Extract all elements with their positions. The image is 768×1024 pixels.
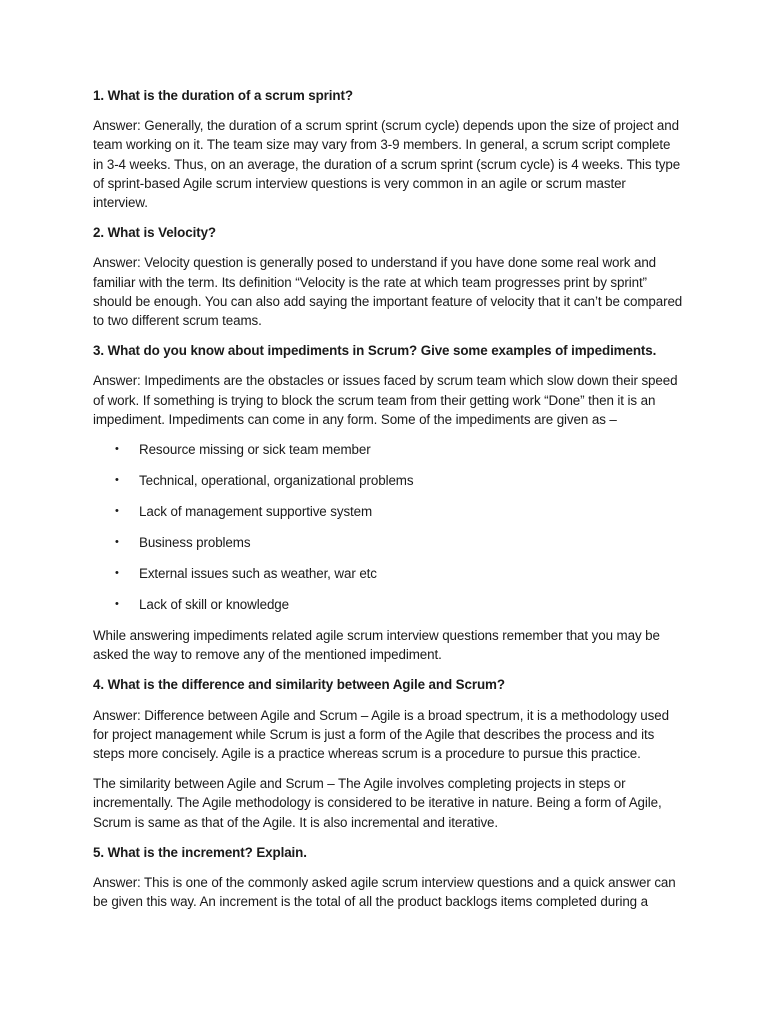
list-item-text: Lack of skill or knowledge	[139, 597, 289, 613]
answer-paragraph: Answer: Generally, the duration of a scrum sprint (scrum cycle) depends upon the size of project and team working on it. The team size may vary from 3-9 members. In general, a scrum script complete in 3-4 weeks. Thus, on an average, the duration of a scrum sprint (scrum cycle) is 4 weeks. This type of sprint-based Agile scrum interview questions is very common in an agile or scrum master interview.	[93, 118, 681, 211]
qa-section-5	[93, 843, 683, 912]
list-item	[93, 502, 683, 521]
qa-section-4	[93, 675, 683, 831]
bullet-icon: •	[115, 474, 119, 487]
answer-paragraph: Answer: This is one of the commonly asked agile scrum interview questions and a quick answer can be given this way. An increment is the total of all the product backlogs items completed during a	[93, 875, 676, 910]
list-item	[93, 564, 683, 583]
answer-paragraph: Answer: Velocity question is generally posed to understand if you have done some real work and familiar with the term. Its definition “Velocity is the rate at which team progresses print by sprint” should be enough. You can also add saying the important feature of velocity that it can’t be compared to two different scrum teams.	[93, 255, 683, 329]
bullet-icon: •	[115, 567, 119, 580]
document-page	[93, 86, 683, 922]
question-heading: 4. What is the difference and similarity between Agile and Scrum?	[93, 677, 505, 693]
qa-section-1	[93, 86, 683, 212]
followup-paragraph: While answering impediments related agile scrum interview questions remember that you may be asked the way to remove any of the mentioned impediment.	[93, 628, 660, 663]
list-item-text: Lack of management supportive system	[139, 504, 373, 520]
list-item-text: External issues such as weather, war etc	[139, 566, 377, 582]
answer-paragraph: Answer: Difference between Agile and Scrum – Agile is a broad spectrum, it is a methodology used for project management while Scrum is just a form of the Agile that describes the process and its steps more concisely. Agile is a practice whereas scrum is a procedure to pursue this practice.	[93, 707, 669, 762]
list-item	[93, 471, 683, 490]
question-heading: 2. What is Velocity?	[93, 225, 217, 241]
list-item-text: Resource missing or sick team member	[139, 442, 371, 458]
qa-section-2	[93, 223, 683, 330]
list-item-text: Business problems	[139, 535, 251, 551]
question-heading: 1. What is the duration of a scrum sprint?	[93, 88, 353, 103]
list-item-text: Technical, operational, organizational problems	[139, 473, 414, 489]
bullet-icon: •	[115, 443, 119, 456]
list-item	[93, 440, 683, 459]
list-item	[93, 533, 683, 552]
impediments-list	[93, 440, 683, 614]
bullet-icon: •	[115, 505, 119, 518]
question-heading: 3. What do you know about impediments in Scrum? Give some examples of impediments.	[93, 343, 657, 359]
bullet-icon: •	[115, 598, 119, 611]
question-heading: 5. What is the increment? Explain.	[93, 844, 307, 860]
answer-paragraph: Answer: Impediments are the obstacles or issues faced by scrum team which slow down their speed of work. If something is trying to block the scrum team from their getting work “Done” then it is an impediment. Impediments can come in any form. Some of the impediments are given as –	[93, 373, 678, 427]
bullet-icon: •	[115, 536, 119, 549]
list-item	[93, 595, 683, 614]
qa-section-3	[93, 341, 683, 664]
followup-paragraph: The similarity between Agile and Scrum – The Agile involves completing projects in steps or incrementally. The Agile methodology is considered to be iterative in nature. Being a form of Agile, Scrum is same as that of the Agile. It is also incremental and iterative.	[93, 776, 662, 830]
